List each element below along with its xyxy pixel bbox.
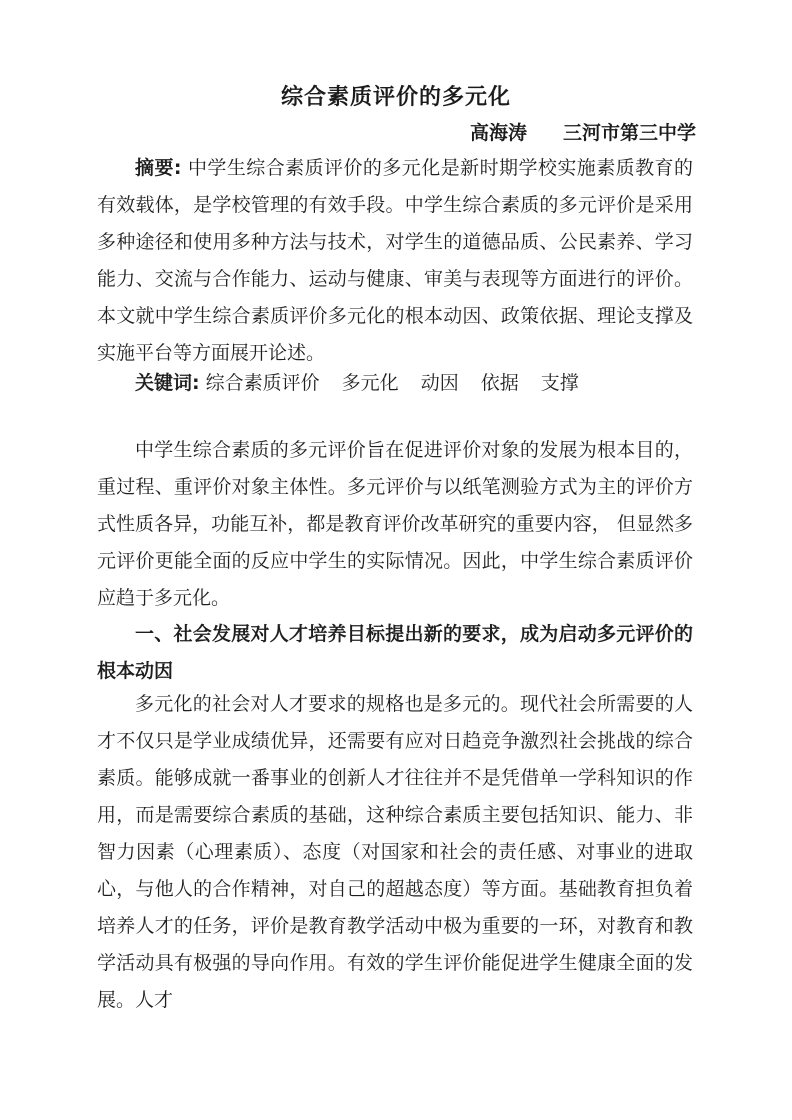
section-heading: 一、社会发展对人才培养目标提出新的要求，成为启动多元评价的根本动因 [97,623,693,682]
section-paragraph: 多元化的社会对人才要求的规格也是多元的。现代社会所需要的人才不仅只是学业成绩优异，还需要有应对日趋竞争激烈社会挑战的综合素质。能够成就一番事业的创新人才往往并不是凭借单一学科知识的作用，而是需要综合素质的基础，这种综合素质主要包括知识、能力、非智力因素（心理素质）、态度（对国家和社会的责任感、对事业的进取心，与他人的合作精神，对自己的超越态度）等方面。基础教育担负着培养人才的任务，评价是教育教学活动中极为重要的一环，对教育和教学活动具有极强的导向作用。有效的学生评价能促进学生健康全面的发展。人才 [97,693,693,1011]
keyword: 依据 [480,372,519,394]
intro-paragraph: 中学生综合素质的多元评价旨在促进评价对象的发展为根本目的，重过程、重评价对象主体性。多元评价与以纸笔测验方式为主的评价方式性质各异，功能互补，都是教育评价改革研究的重要内容， 但显然多元评价更能全面的反应中学生的实际情况。因此，中学生综合素质评价应趋于多元化。 [97,439,693,609]
document-title: 综合素质评价的多元化 [280,85,511,110]
keyword: 多元化 [341,372,399,394]
keywords-label: 关键词: [135,372,200,394]
abstract-text: 中学生综合素质评价的多元化是新时期学校实施素质教育的有效载体，是学校管理的有效手段。中学生综合素质的多元评价是采用多种途径和使用多种方法与技术，对学生的道德品质、公民素养、学习能力、交流与合作能力、运动与健康、审美与表现等方面进行的评价。本文就中学生综合素质评价多元化的根本动因、政策依据、理论支撑及实施平台等方面展开论述。 [97,157,693,364]
abstract-paragraph [97,150,693,372]
author-school: 三河市第三中学 [562,122,696,144]
keyword: 动因 [420,372,459,394]
keyword: 综合素质评价 [205,372,320,394]
author-byline [470,118,696,145]
author-name: 高海涛 [469,122,527,144]
abstract-label: 摘要: [135,157,182,179]
keywords-line [97,365,693,402]
keyword: 支撑 [540,372,579,394]
